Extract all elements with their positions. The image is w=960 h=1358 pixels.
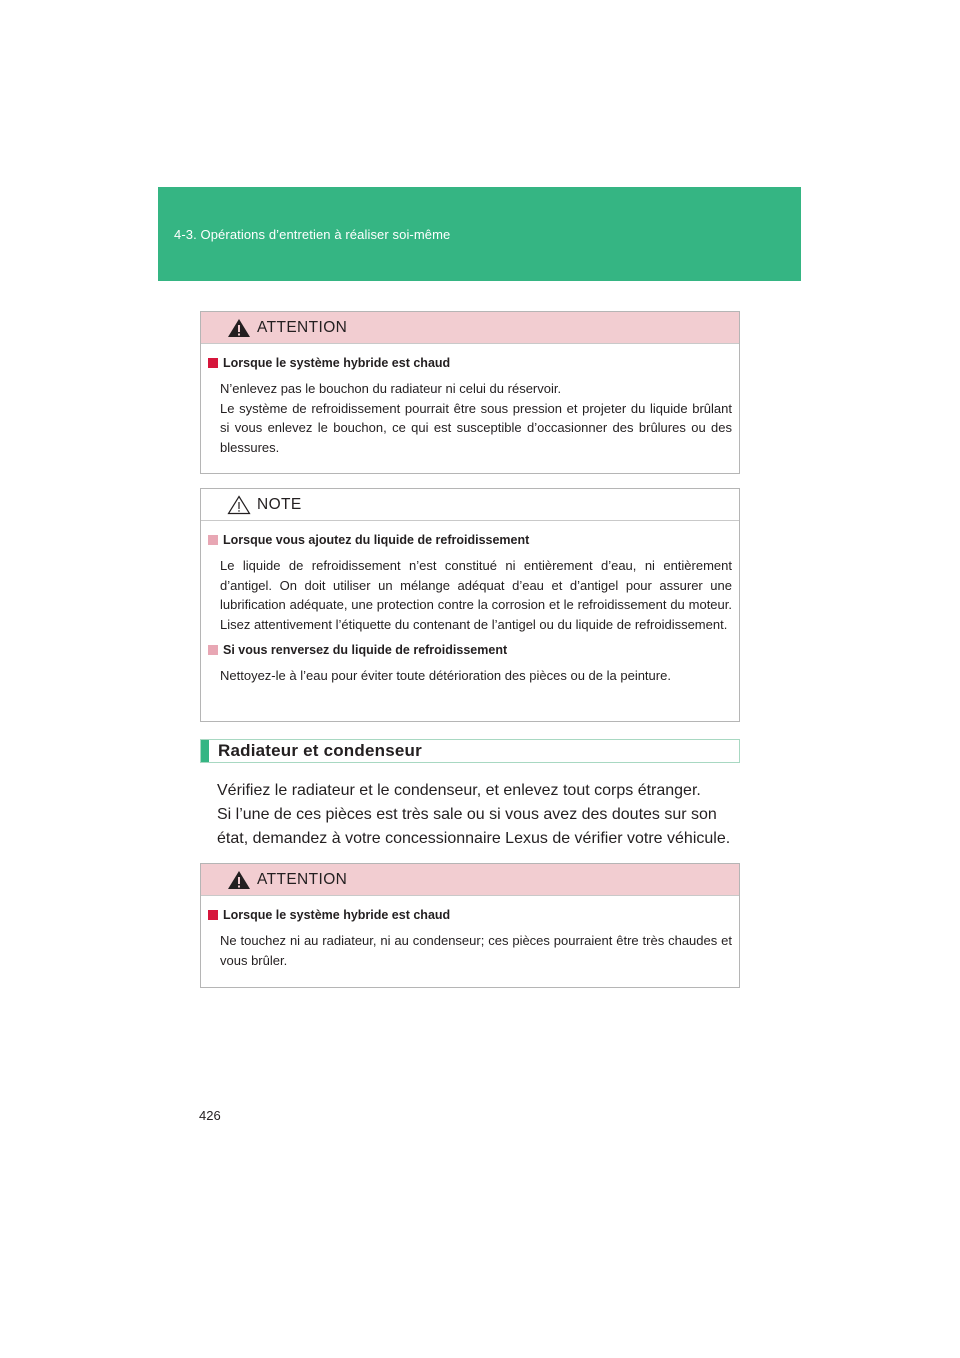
- attention-header: [201, 864, 739, 896]
- header-band: [158, 187, 801, 281]
- attention-title: ATTENTION: [257, 319, 348, 336]
- note-item-title: [208, 533, 732, 547]
- body-line: Si l’une de ces pièces est très sale ou si vous avez des doutes sur son état, demandez à votre concessionnaire Lexus de vérifier votre véhicule.: [217, 806, 731, 847]
- warning-icon: [227, 870, 251, 890]
- note-box: [200, 488, 740, 722]
- note-item-text: Le liquide de refroidissement n’est constitué ni entièrement d’eau, ni entièrement d’antigel. On doit utiliser un mélange adéquat d’eau et d’antigel pour assurer une lubrification adéquate, une protection contre la corrosion et le refroidissement du moteur. Lisez attentivement l’étiquette du contenant de l’antigel ou du liquide de refroidissement.: [220, 558, 732, 632]
- attention-box: [200, 311, 740, 474]
- section-title: 4-3. Opérations d’entretien à réaliser soi-même: [174, 227, 451, 242]
- attention-item-title: [208, 356, 732, 370]
- note-title: NOTE: [257, 496, 302, 513]
- note-item-text: Nettoyez-le à l’eau pour éviter toute détérioration des pièces ou de la peinture.: [220, 668, 671, 683]
- note-item-title-text: Si vous renversez du liquide de refroidissement: [223, 643, 508, 657]
- attention-item-title-text: Lorsque le système hybride est chaud: [223, 908, 451, 922]
- attention-item-text: Ne touchez ni au radiateur, ni au condenseur; ces pièces pourraient être très chaudes et vous brûler.: [220, 933, 732, 968]
- warning-outline-icon: [227, 495, 251, 515]
- attention-line: Le système de refroidissement pourrait être sous pression et projeter du liquide brûlant si vous enlevez le bouchon, ce qui est susceptible d’occasionner des brûlures ou des blessures.: [220, 400, 732, 455]
- body-line: Vérifiez le radiateur et le condenseur, et enlevez tout corps étranger.: [217, 782, 701, 799]
- square-bullet-icon: [208, 910, 218, 920]
- attention-header: [201, 312, 739, 344]
- note-item-body: [220, 556, 732, 634]
- note-item-body: [220, 666, 732, 686]
- body-text: [217, 779, 742, 851]
- subsection-title: Radiateur et condenseur: [218, 741, 422, 760]
- square-bullet-icon: [208, 358, 218, 368]
- attention-item-title: [208, 908, 732, 922]
- heading-accent-bar: [201, 740, 209, 762]
- square-bullet-icon: [208, 645, 218, 655]
- attention-item-title-text: Lorsque le système hybride est chaud: [223, 356, 451, 370]
- attention-line: N’enlevez pas le bouchon du radiateur ni celui du réservoir.: [220, 381, 562, 396]
- attention-item-body: [220, 931, 732, 970]
- square-bullet-icon: [208, 535, 218, 545]
- note-item-title-text: Lorsque vous ajoutez du liquide de refroidissement: [223, 533, 530, 547]
- subsection-heading: [200, 739, 740, 763]
- page-number: 426: [199, 1108, 221, 1123]
- attention-item-body: [220, 379, 732, 457]
- attention-box-2: [200, 863, 740, 988]
- note-item-title: [208, 643, 732, 657]
- warning-icon: [227, 318, 251, 338]
- attention-title: ATTENTION: [257, 871, 348, 888]
- note-header: [201, 489, 739, 521]
